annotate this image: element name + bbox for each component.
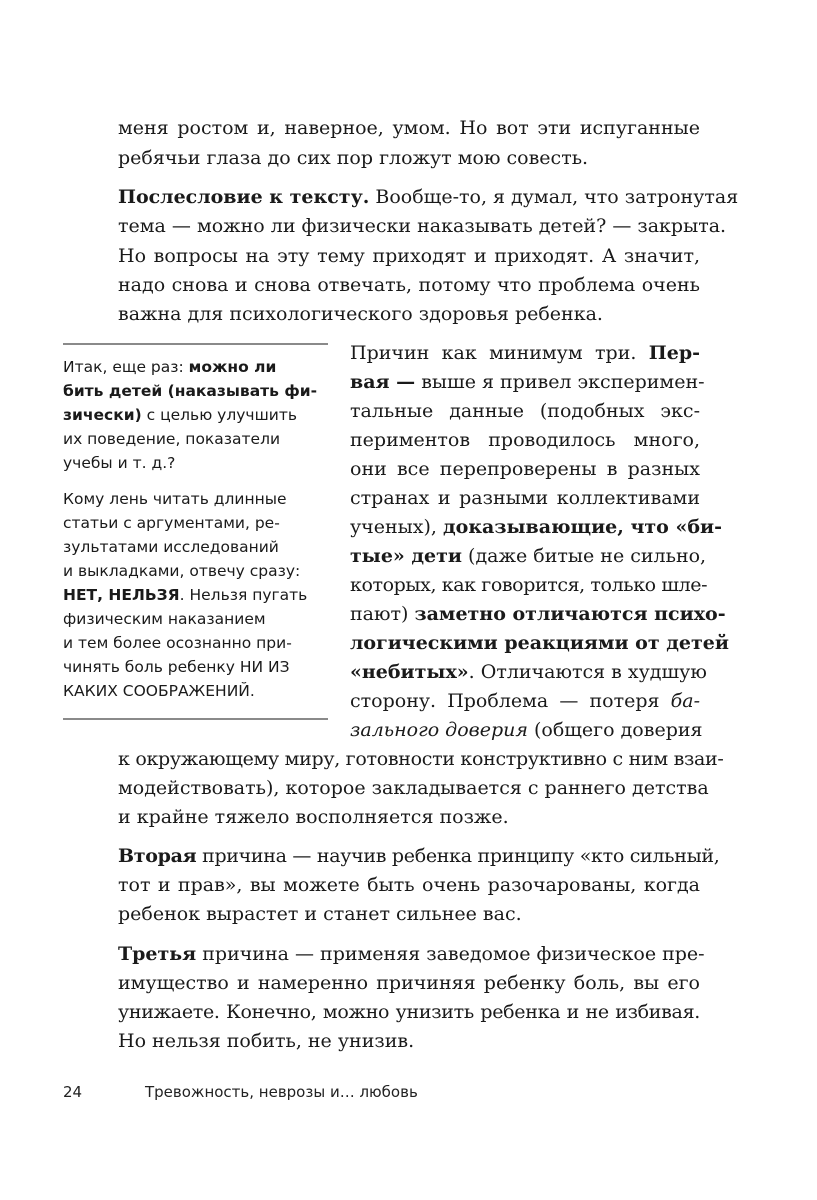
reasons-line: тые» дети (даже битые не сильно, [350,545,707,567]
afterword-line: важна для психологического здоровья ребенка. [118,303,603,325]
reasons-line: сторону. Проблема — потеря ба- [350,690,700,712]
afterword-line: надо снова и снова отвечать, потому что проблема очень [118,274,700,296]
sidebar-line: зически) с целью улучшить [63,406,297,424]
running-title: Тревожность, неврозы и… любовь [145,1083,418,1101]
reasons-line: ученых), доказывающие, что «би- [350,516,722,538]
third-reason-line: Но нельзя побить, не унизив. [118,1030,415,1052]
third-reason-line: Третья причина — применяя заведомое физическое пре- [118,943,705,965]
afterword-line: Но вопросы на эту тему приходят и приходят. А значит, [118,245,700,267]
sidebar-line: чинять боль ребенку НИ ИЗ [63,658,290,676]
sidebar-top-rule [63,343,328,345]
reasons-line: периментов проводилось много, [350,429,700,451]
second-reason-line: тот и прав», вы можете быть очень разочарованы, когда [118,874,700,896]
sidebar-line: зультатами исследований [63,538,279,556]
sidebar-line: Кому лень читать длинные [63,490,287,508]
afterword-line: Послесловие к тексту. Вообще-то, я думал, что затронутая [118,186,739,208]
reasons-line: зального доверия (общего доверия [350,719,703,741]
sidebar-line: учебы и т. д.? [63,454,176,472]
reasons-line: странах и разными коллективами [350,487,700,509]
third-reason-line: имущество и намеренно причиняя ребенку боль, вы его [118,972,700,994]
reasons-line: и крайне тяжело восполняется позже. [118,806,509,828]
afterword-label: Послесловие к тексту. [118,186,370,208]
sidebar-bottom-rule [63,718,328,720]
sidebar-line: Итак, еще раз: можно ли [63,358,277,376]
sidebar-line: и тем более осознанно при- [63,634,292,652]
sidebar-line: их поведение, показатели [63,430,281,448]
text-line: меня ростом и, наверное, умом. Но вот эти испуганные [118,117,700,139]
sidebar-line: физическим наказанием [63,610,266,628]
sidebar-line: и выкладками, отвечу сразу: [63,562,301,580]
sidebar-line: НЕТ, НЕЛЬЗЯ. Нельзя пугать [63,586,308,604]
reasons-line: к окружающему миру, готовности конструктивно с ним взаи- [118,748,724,770]
sidebar-line: КАКИХ СООБРАЖЕНИЙ. [63,682,255,700]
second-reason-line: Вторая причина — научив ребенка принципу «кто сильный, [118,845,720,867]
page-number: 24 [63,1083,83,1101]
sidebar-line: бить детей (наказывать фи- [63,382,318,400]
reasons-line: вая — выше я привел эксперимен- [350,371,705,393]
second-reason-label: Вторая [118,845,197,867]
afterword-line: тема — можно ли физически наказывать детей? — закрыта. [118,215,727,237]
reasons-line: тальные данные (подобных экс- [350,400,700,422]
reasons-line: которых, как говорится, только шле- [350,574,708,596]
sidebar-line: статьи с аргументами, ре- [63,514,280,532]
third-reason-line: унижаете. Конечно, можно унизить ребенка и не избивая. [118,1001,700,1023]
text-line: ребячьи глаза до сих пор гложут мою совесть. [118,147,589,169]
second-reason-line: ребенок вырастет и станет сильнее вас. [118,903,522,925]
reasons-line: Причин как минимум три. Пер- [350,342,700,364]
reasons-line: модействовать), которое закладывается с раннего детства [118,777,709,799]
reasons-line: они все перепроверены в разных [350,458,700,480]
reasons-line: пают) заметно отличаются психо- [350,603,726,625]
reasons-line: логическими реакциями от детей [350,632,729,654]
third-reason-label: Третья [118,943,197,965]
reasons-line: «небитых». Отличаются в худшую [350,661,707,683]
